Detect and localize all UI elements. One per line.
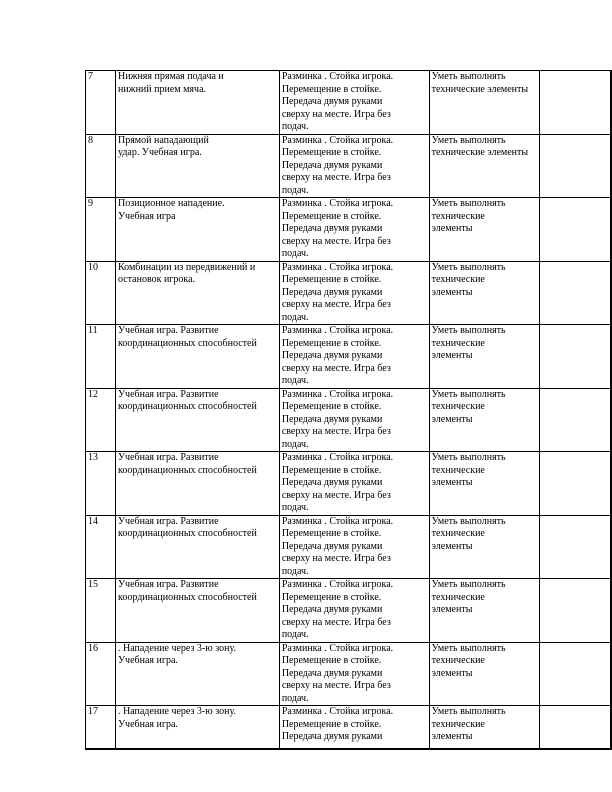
table-row bbox=[86, 515, 612, 579]
lesson-topic-line: Учебная игра. Развитие bbox=[117, 452, 219, 463]
lesson-content-line: Передача двумя руками bbox=[281, 477, 383, 488]
lesson-topic-cell bbox=[115, 261, 279, 325]
lesson-number: 10 bbox=[88, 261, 98, 273]
lesson-number: 14 bbox=[88, 515, 98, 527]
lesson-content-line: Передача двумя руками bbox=[281, 223, 383, 234]
lesson-content-line: подач. bbox=[281, 375, 309, 386]
lesson-topic-line: удар. Учебная игра. bbox=[117, 147, 202, 158]
lesson-requirement-line: элементы bbox=[431, 223, 473, 234]
lesson-notes-cell bbox=[539, 515, 611, 579]
lesson-content-cell bbox=[279, 261, 429, 325]
lesson-requirement-cell bbox=[429, 388, 539, 452]
lesson-content-line: сверху на месте. Игра без bbox=[281, 299, 391, 310]
lesson-content-cell bbox=[279, 134, 429, 198]
lesson-content-cell bbox=[279, 452, 429, 516]
lesson-requirement-line: технические bbox=[431, 210, 485, 222]
lesson-notes-cell bbox=[539, 261, 611, 325]
table-row bbox=[86, 388, 612, 452]
table-row bbox=[86, 325, 612, 389]
lesson-content-line: сверху на месте. Игра без bbox=[281, 172, 391, 183]
lesson-number-cell bbox=[86, 325, 116, 389]
lesson-content-line: сверху на месте. Игра без bbox=[281, 616, 391, 628]
lesson-number-cell bbox=[86, 134, 116, 198]
lesson-content-line: подач. bbox=[281, 565, 309, 577]
lesson-requirement-line: Уметь выполнять bbox=[431, 325, 506, 336]
lesson-content-line: Разминка . Стойка игрока. bbox=[281, 579, 394, 590]
lesson-requirement-line: технические bbox=[431, 655, 485, 666]
lesson-requirement-line: Уметь выполнять bbox=[431, 579, 506, 590]
lesson-topic-cell bbox=[115, 388, 279, 452]
lesson-notes-cell bbox=[539, 325, 611, 389]
lesson-number-cell bbox=[86, 579, 116, 643]
lesson-content-line: Перемещение в стойке. bbox=[281, 591, 382, 603]
lesson-content-cell bbox=[279, 325, 429, 389]
table-row bbox=[86, 71, 612, 135]
lesson-content-line: сверху на месте. Игра без bbox=[281, 489, 391, 501]
lesson-content-line: Перемещение в стойке. bbox=[281, 528, 382, 539]
lesson-content-cell bbox=[279, 642, 429, 706]
lesson-requirement-cell bbox=[429, 515, 539, 579]
lesson-content-cell bbox=[279, 198, 429, 262]
lesson-requirement-line: технические bbox=[431, 591, 485, 603]
table-row bbox=[86, 452, 612, 516]
lesson-topic-line: координационных способностей bbox=[117, 591, 257, 603]
lesson-topic-line: остановок игрока. bbox=[117, 274, 196, 285]
lesson-topic-line: Учебная игра. bbox=[117, 655, 178, 666]
lesson-topic-cell bbox=[115, 579, 279, 643]
lesson-content-line: Передача двумя руками bbox=[281, 96, 383, 107]
lesson-number: 9 bbox=[88, 198, 93, 209]
lesson-content-line: Перемещение в стойке. bbox=[281, 274, 382, 285]
lesson-content-line: сверху на месте. Игра без bbox=[281, 362, 391, 374]
lesson-topic-line: Прямой нападающий bbox=[117, 134, 209, 146]
lesson-content-cell bbox=[279, 71, 429, 135]
lesson-content-line: подач. bbox=[281, 311, 309, 323]
lesson-content-cell bbox=[279, 388, 429, 452]
lesson-content-line: Перемещение в стойке. bbox=[281, 464, 382, 476]
lesson-notes-cell bbox=[539, 706, 611, 749]
lesson-number: 17 bbox=[88, 706, 98, 717]
lesson-requirement-cell bbox=[429, 325, 539, 389]
lesson-requirement-line: технические bbox=[431, 464, 485, 476]
lesson-requirement-line: Уметь выполнять bbox=[431, 198, 506, 209]
lesson-topic-line: координационных способностей bbox=[117, 401, 257, 412]
lesson-number-cell bbox=[86, 261, 116, 325]
lesson-requirement-cell bbox=[429, 579, 539, 643]
lesson-content-line: Передача двумя руками bbox=[281, 159, 383, 171]
lesson-number: 11 bbox=[88, 325, 98, 336]
table-row bbox=[86, 706, 612, 749]
lesson-content-line: подач. bbox=[281, 121, 309, 132]
lesson-content-line: подач. bbox=[281, 438, 309, 450]
lesson-content-line: Разминка . Стойка игрока. bbox=[281, 198, 394, 209]
lesson-topic-line: Учебная игра. Развитие bbox=[117, 515, 219, 527]
lesson-topic-cell bbox=[115, 71, 279, 135]
lesson-content-line: сверху на месте. Игра без bbox=[281, 108, 391, 120]
lesson-content-line: Разминка . Стойка игрока. bbox=[281, 452, 394, 463]
lesson-content-line: Перемещение в стойке. bbox=[281, 718, 382, 730]
lesson-requirement-line: технические элементы bbox=[431, 147, 529, 158]
lesson-notes-cell bbox=[539, 642, 611, 706]
lesson-number: 8 bbox=[88, 134, 93, 146]
lesson-content-line: сверху на месте. Игра без bbox=[281, 426, 391, 437]
lesson-topic-line: координационных способностей bbox=[117, 337, 257, 349]
lesson-requirement-line: элементы bbox=[431, 667, 473, 679]
lesson-number: 7 bbox=[88, 71, 93, 82]
lesson-content-cell bbox=[279, 706, 429, 749]
lesson-notes-cell bbox=[539, 198, 611, 262]
lesson-requirement-line: технические bbox=[431, 337, 485, 349]
lesson-requirement-line: Уметь выполнять bbox=[431, 71, 506, 82]
lesson-requirement-cell bbox=[429, 71, 539, 135]
lesson-requirement-cell bbox=[429, 198, 539, 262]
lesson-content-line: Перемещение в стойке. bbox=[281, 83, 382, 95]
lesson-topic-line: нижний прием мяча. bbox=[117, 83, 207, 95]
lesson-topic-cell bbox=[115, 325, 279, 389]
lesson-topic-line: Учебная игра. Развитие bbox=[117, 388, 219, 400]
lesson-topic-line: . Нападение через 3-ю зону. bbox=[117, 642, 236, 654]
lesson-requirement-line: технические bbox=[431, 401, 485, 412]
lesson-content-line: подач. bbox=[281, 502, 309, 513]
lesson-content-line: Передача двумя руками bbox=[281, 350, 383, 361]
lesson-content-line: Перемещение в стойке. bbox=[281, 401, 382, 412]
lesson-content-cell bbox=[279, 579, 429, 643]
lesson-number-cell bbox=[86, 642, 116, 706]
lesson-requirement-line: элементы bbox=[431, 286, 473, 298]
lesson-notes-cell bbox=[539, 388, 611, 452]
lesson-content-line: Перемещение в стойке. bbox=[281, 655, 382, 666]
lesson-number-cell bbox=[86, 452, 116, 516]
lesson-topic-line: Учебная игра. bbox=[117, 718, 178, 730]
lesson-topic-line: . Нападение через 3-ю зону. bbox=[117, 706, 236, 717]
lesson-topic-line: координационных способностей bbox=[117, 528, 257, 539]
lesson-topic-cell bbox=[115, 134, 279, 198]
lesson-topic-line: Нижняя прямая подача и bbox=[117, 71, 224, 82]
lesson-content-line: подач. bbox=[281, 629, 309, 640]
lesson-content-line: Разминка . Стойка игрока. bbox=[281, 261, 394, 273]
lesson-requirement-line: элементы bbox=[431, 477, 473, 488]
lesson-requirement-line: Уметь выполнять bbox=[431, 515, 506, 527]
lesson-number: 15 bbox=[88, 579, 98, 590]
lesson-content-line: Передача двумя руками bbox=[281, 731, 383, 742]
table-row bbox=[86, 134, 612, 198]
lesson-content-line: Передача двумя руками bbox=[281, 667, 383, 679]
lesson-requirement-line: технические bbox=[431, 718, 485, 730]
lesson-number-cell bbox=[86, 388, 116, 452]
lesson-content-line: Разминка . Стойка игрока. bbox=[281, 515, 394, 527]
lesson-notes-cell bbox=[539, 579, 611, 643]
lesson-content-line: Перемещение в стойке. bbox=[281, 147, 382, 158]
lesson-requirement-line: Уметь выполнять bbox=[431, 706, 506, 717]
lesson-number: 16 bbox=[88, 642, 98, 654]
lesson-content-line: Разминка . Стойка игрока. bbox=[281, 706, 394, 717]
lesson-content-line: Разминка . Стойка игрока. bbox=[281, 71, 394, 82]
table-row bbox=[86, 579, 612, 643]
lesson-number: 13 bbox=[88, 452, 98, 463]
lesson-requirement-line: элементы bbox=[431, 413, 473, 425]
lesson-topic-line: Учебная игра bbox=[117, 210, 176, 222]
lesson-requirement-cell bbox=[429, 706, 539, 749]
lesson-requirement-cell bbox=[429, 261, 539, 325]
lesson-requirement-line: технические bbox=[431, 274, 485, 285]
lesson-content-line: Передача двумя руками bbox=[281, 540, 383, 552]
lesson-content-line: сверху на месте. Игра без bbox=[281, 235, 391, 247]
lesson-requirement-cell bbox=[429, 642, 539, 706]
lesson-number-cell bbox=[86, 706, 116, 749]
lesson-requirement-line: Уметь выполнять bbox=[431, 642, 506, 654]
lesson-requirement-line: Уметь выполнять bbox=[431, 452, 506, 463]
lesson-topic-line: координационных способностей bbox=[117, 464, 257, 476]
lesson-number-cell bbox=[86, 515, 116, 579]
lesson-notes-cell bbox=[539, 134, 611, 198]
lesson-topic-line: Комбинации из передвижений и bbox=[117, 261, 256, 273]
lesson-requirement-line: элементы bbox=[431, 604, 473, 615]
lesson-topic-cell bbox=[115, 198, 279, 262]
lesson-content-line: подач. bbox=[281, 184, 309, 196]
lesson-content-line: подач. bbox=[281, 248, 309, 259]
lesson-content-line: Перемещение в стойке. bbox=[281, 210, 382, 222]
table-row bbox=[86, 261, 612, 325]
lesson-topic-cell bbox=[115, 642, 279, 706]
lesson-requirement-line: Уметь выполнять bbox=[431, 261, 506, 273]
lesson-content-cell bbox=[279, 515, 429, 579]
lesson-content-line: подач. bbox=[281, 692, 309, 704]
lesson-content-line: Передача двумя руками bbox=[281, 413, 383, 425]
lesson-requirement-line: технические элементы bbox=[431, 83, 529, 95]
lesson-topic-line: Позиционное нападение. bbox=[117, 198, 225, 209]
lesson-requirement-line: элементы bbox=[431, 731, 473, 742]
table-row bbox=[86, 642, 612, 706]
lesson-content-line: Разминка . Стойка игрока. bbox=[281, 325, 394, 336]
lesson-plan-table bbox=[85, 70, 612, 750]
lesson-plan-body bbox=[86, 71, 612, 749]
lesson-number-cell bbox=[86, 71, 116, 135]
lesson-number: 12 bbox=[88, 388, 98, 400]
lesson-requirement-line: технические bbox=[431, 528, 485, 539]
lesson-topic-line: Учебная игра. Развитие bbox=[117, 579, 219, 590]
lesson-requirement-cell bbox=[429, 452, 539, 516]
lesson-requirement-line: элементы bbox=[431, 540, 473, 552]
lesson-content-line: сверху на месте. Игра без bbox=[281, 553, 391, 564]
lesson-requirement-line: элементы bbox=[431, 350, 473, 361]
lesson-topic-cell bbox=[115, 706, 279, 749]
lesson-topic-cell bbox=[115, 452, 279, 516]
lesson-content-line: Разминка . Стойка игрока. bbox=[281, 388, 394, 400]
lesson-notes-cell bbox=[539, 71, 611, 135]
lesson-notes-cell bbox=[539, 452, 611, 516]
lesson-content-line: Передача двумя руками bbox=[281, 286, 383, 298]
lesson-content-line: Разминка . Стойка игрока. bbox=[281, 642, 394, 654]
lesson-topic-cell bbox=[115, 515, 279, 579]
lesson-content-line: сверху на месте. Игра без bbox=[281, 680, 391, 691]
lesson-topic-line: Учебная игра. Развитие bbox=[117, 325, 219, 336]
lesson-content-line: Передача двумя руками bbox=[281, 604, 383, 615]
lesson-number-cell bbox=[86, 198, 116, 262]
lesson-requirement-cell bbox=[429, 134, 539, 198]
lesson-requirement-line: Уметь выполнять bbox=[431, 388, 506, 400]
lesson-content-line: Разминка . Стойка игрока. bbox=[281, 134, 394, 146]
lesson-requirement-line: Уметь выполнять bbox=[431, 134, 506, 146]
table-row bbox=[86, 198, 612, 262]
lesson-content-line: Перемещение в стойке. bbox=[281, 337, 382, 349]
